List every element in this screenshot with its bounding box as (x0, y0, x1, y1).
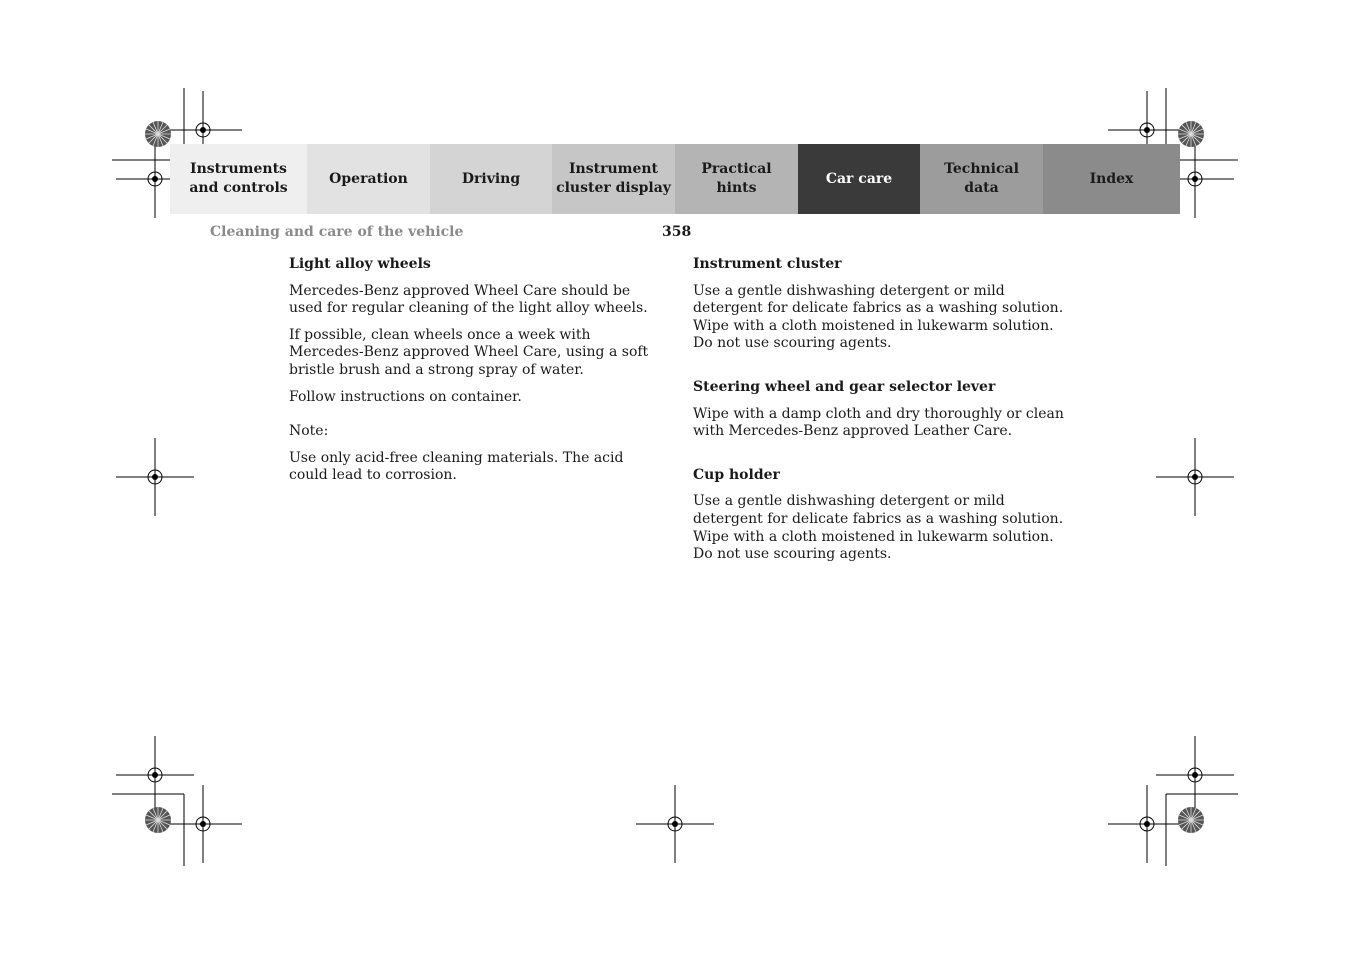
note-text: Use only acid-free cleaning materials. The acid could lead to corrosion. (289, 449, 624, 484)
tab-operation[interactable] (307, 144, 430, 214)
section-tabs (170, 144, 1180, 214)
tab-label-line1: Technical (944, 161, 1019, 177)
tab-car-care[interactable] (798, 144, 920, 214)
tab-label: Operation (329, 170, 408, 187)
tab-practical-hints[interactable] (675, 144, 798, 214)
tab-label: Practical hints (701, 161, 772, 196)
tab-technical-data[interactable] (920, 144, 1043, 214)
tab-label: Driving (461, 170, 521, 187)
tab-label-line2: and controls (189, 180, 288, 196)
tab-label: Car care (825, 170, 893, 187)
paragraph: Mercedes-Benz approved Wheel Care should be used for regular cleaning of the light alloy wheels. (289, 282, 648, 317)
tab-instruments-and-controls[interactable] (170, 144, 307, 214)
paragraph: Wipe with a damp cloth and dry thoroughly or clean with Mercedes-Benz approved Leather Care. (693, 405, 1064, 440)
heading-instrument-cluster: Instrument cluster (693, 256, 842, 272)
tab-label-line1: Instrument (569, 161, 658, 177)
heading-light-alloy-wheels: Light alloy wheels (289, 256, 431, 272)
tab-instrument-cluster-display[interactable] (552, 144, 675, 214)
tab-label-line2: data (964, 180, 999, 196)
tab-label: Index (1089, 170, 1134, 187)
right-column (693, 256, 1065, 573)
paragraph: If possible, clean wheels once a week with Mercedes-Benz approved Wheel Care, using a soft bristle brush and a strong spray of water. (289, 326, 649, 378)
page-number: 358 (662, 224, 692, 240)
left-column (289, 256, 661, 494)
running-head: Cleaning and care of the vehicle (210, 224, 464, 240)
note-label: Note: (289, 423, 329, 440)
tab-label-line1: Instruments (190, 161, 287, 177)
heading-steering-wheel: Steering wheel and gear selector lever (693, 378, 996, 395)
paragraph: Follow instructions on container. (289, 388, 522, 405)
paragraph: Use a gentle dishwashing detergent or mild detergent for delicate fabrics as a washing solution. Wipe with a cloth moistened in lukewarm solution. Do not use scouring agents. (693, 282, 1064, 352)
tab-label-line2: cluster display (556, 180, 671, 196)
paragraph: Use a gentle dishwashing detergent or mild detergent for delicate fabrics as a washing solution. Wipe with a cloth moistened in lukewarm solution. Do not use scouring agents. (693, 493, 1064, 563)
tab-index[interactable] (1043, 144, 1180, 214)
tab-driving[interactable] (430, 144, 552, 214)
heading-cup-holder: Cup holder (693, 466, 780, 483)
